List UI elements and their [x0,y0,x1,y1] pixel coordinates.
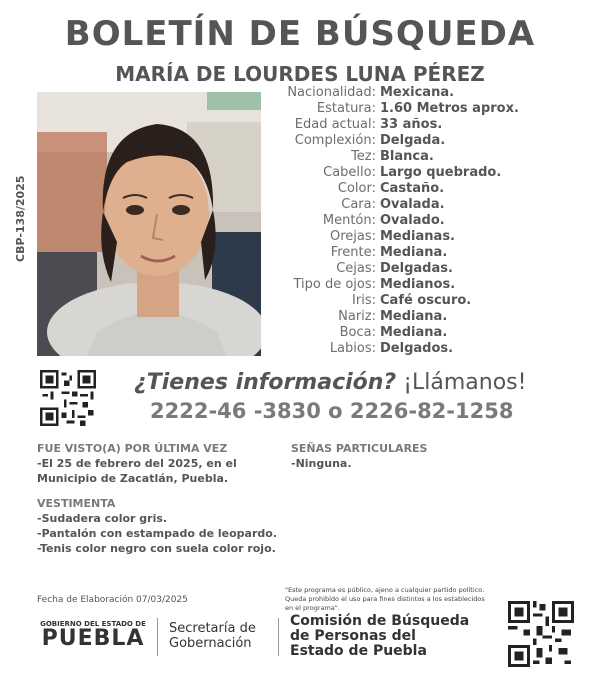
contact-prompt [134,370,526,395]
detail-label: Tipo de ojos: [293,277,376,292]
last-seen-heading: FUE VISTO(A) POR ÚLTIMA VEZ [37,442,228,455]
call-us: ¡Llámanos! [396,370,527,395]
comision-logo [290,614,469,659]
marks-heading: SEÑAS PARTICULARES [291,442,428,455]
detail-label: Labios: [329,341,376,356]
detail-label: Cara: [341,197,376,212]
detail-value: Café oscuro. [380,293,472,308]
secretaria-line: Secretaría de [169,621,256,636]
detail-row [270,133,590,149]
detail-value: Blanca. [380,149,434,164]
last-seen-line: Municipio de Zacatlán, Puebla. [37,472,229,485]
gov-small-text: GOBIERNO DEL ESTADO DE [40,620,146,628]
detail-label: Orejas: [329,229,376,244]
detail-label: Nariz: [338,309,376,324]
detail-label: Cabello: [323,165,376,180]
person-name: MARÍA DE LOURDES LUNA PÉREZ [115,62,485,86]
detail-value: Castaño. [380,181,445,196]
detail-row [270,229,590,245]
gov-big-text: PUEBLA [41,626,145,651]
detail-label: Iris: [352,293,376,308]
info-question: ¿Tienes información? [134,370,397,395]
phone-numbers[interactable]: 2222-46 -3830 o 2226-82-1258 [150,399,514,423]
detail-value: Delgadas. [380,261,453,276]
secretaria-line: Gobernación [169,636,252,651]
marks-line: -Ninguna. [291,457,352,470]
detail-value: Medianas. [380,229,455,244]
detail-row [270,245,590,261]
detail-label: Boca: [339,325,376,340]
clothing-heading: VESTIMENTA [37,497,116,510]
detail-label: Mentón: [322,213,376,228]
marks-text [291,456,352,471]
physical-details [270,85,590,357]
last-seen-text [37,456,237,486]
clothing-line: -Sudadera color gris. [37,512,168,525]
secretaria-logo [169,621,256,651]
detail-label: Complexión: [294,133,376,148]
detail-label: Edad actual: [294,117,376,132]
detail-value: Mediana. [380,325,448,340]
detail-row [270,117,590,133]
detail-row [270,149,590,165]
disclaimer: "Este programa es público, ajeno a cualquier partido político. Queda prohibido el uso para fines distintos a los establecidos en el programa". [285,586,485,612]
detail-value: Mediana. [380,309,448,324]
detail-value: Mediana. [380,245,448,260]
bulletin-title: BOLETÍN DE BÚSQUEDA [64,14,536,54]
detail-label: Cejas: [336,261,376,276]
detail-row [270,309,590,325]
case-code: CBP-138/2025 [14,175,27,262]
detail-row [270,101,590,117]
comision-line: Estado de Puebla [290,643,427,659]
detail-value: Medianos. [380,277,456,292]
detail-value: 1.60 Metros aprox. [380,101,519,116]
detail-row [270,197,590,213]
detail-label: Tez: [351,149,376,164]
detail-value: Delgada. [380,133,446,148]
person-photo [37,92,261,356]
detail-value: Ovalado. [380,213,445,228]
detail-label: Estatura: [316,101,376,116]
qr-code-icon[interactable] [40,370,96,426]
detail-row [270,325,590,341]
detail-value: Mexicana. [380,85,455,100]
detail-row [270,261,590,277]
comision-line: de Personas del [290,628,416,644]
detail-value: Delgados. [380,341,454,356]
divider [157,618,158,656]
detail-row [270,341,590,357]
detail-row [270,165,590,181]
detail-value: Ovalada. [380,197,445,212]
divider [278,618,279,656]
detail-label: Color: [337,181,376,196]
elaboration-date: Fecha de Elaboración 07/03/2025 [37,595,188,605]
qr-code-icon[interactable] [508,601,574,667]
puebla-government-logo [37,620,149,650]
detail-row [270,213,590,229]
detail-value: Largo quebrado. [380,165,502,180]
clothing-line: -Pantalón con estampado de leopardo. [37,527,277,540]
last-seen-line: -El 25 de febrero del 2025, en el [37,457,237,470]
detail-label: Frente: [330,245,376,260]
clothing-line: -Tenis color negro con suela color rojo. [37,542,276,555]
detail-row [270,181,590,197]
clothing-text [37,511,277,556]
detail-row [270,85,590,101]
detail-row [270,277,590,293]
detail-label: Nacionalidad: [287,85,376,100]
detail-row [270,293,590,309]
comision-line: Comisión de Búsqueda [290,613,470,629]
detail-value: 33 años. [380,117,443,132]
